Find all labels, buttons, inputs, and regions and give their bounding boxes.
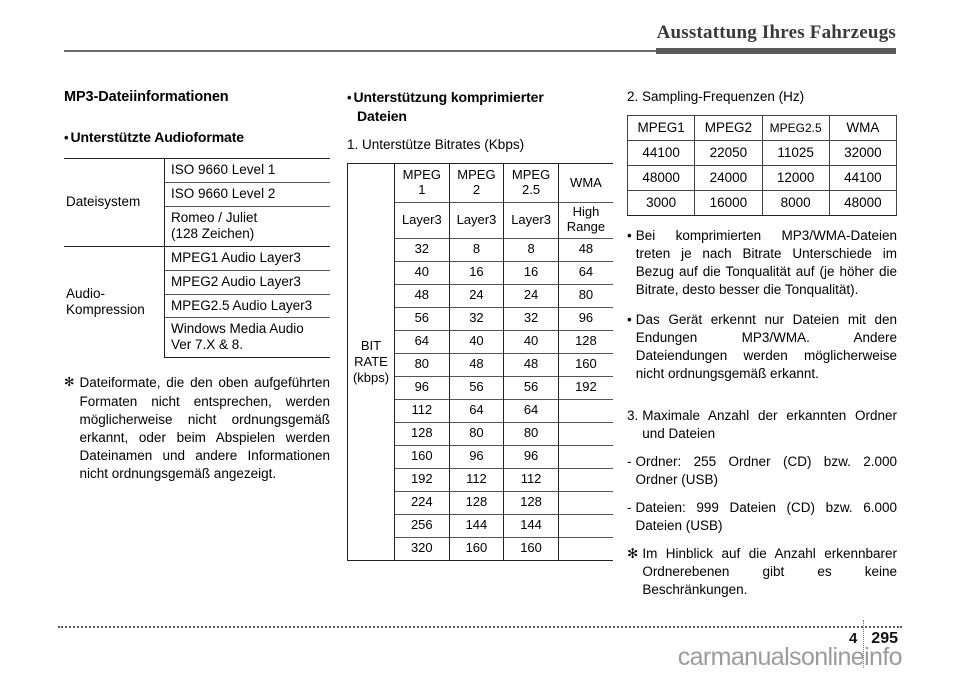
cell-wma-bitrate: 128 <box>558 331 613 354</box>
format-note-text: Dateiformate, die den oben aufgeführten Formaten nicht entsprechen, werden möglicherweise nicht ordnungsgemäß erkannt, oder beim Abspielen werden Dateinamen und andere Informationen nicht ordnungsgemäß angezeigt. <box>79 375 330 482</box>
bullet-icon: • <box>347 90 352 105</box>
header-mpeg2-line1: MPEG <box>457 167 496 183</box>
cell-mpeg1-bitrate: 32 <box>395 239 450 262</box>
cell-wma-freq: 44100 <box>829 166 896 191</box>
max-count-heading <box>627 407 897 443</box>
cell-mpeg25-freq: 11025 <box>762 141 829 166</box>
cell-wma-bitrate: 96 <box>558 308 613 331</box>
cell-mpeg2-layer3: MPEG2 Audio Layer3 <box>165 270 331 294</box>
cell-mpeg2-bitrate: 112 <box>449 469 504 492</box>
middle-column <box>347 88 613 561</box>
asterisk-icon: ✻ <box>627 546 639 562</box>
folder-limit-item <box>627 453 897 489</box>
cell-mpeg1-bitrate: 48 <box>395 285 450 308</box>
bullet-icon: • <box>627 228 632 244</box>
subheader-mpeg1-layer: Layer3 <box>395 203 450 239</box>
bitrate-label-line3: (kbps) <box>352 369 390 385</box>
header-mpeg1: MPEG1 <box>628 116 695 141</box>
cell-mpeg25-bitrate: 144 <box>504 515 559 538</box>
subsection-heading-label-line2: Dateien <box>357 107 407 124</box>
max-count-heading-text: Maximale Anzahl der erkannten Ordner und Dateien <box>642 407 897 441</box>
table-row <box>628 166 897 191</box>
cell-mpeg25-bitrate: 48 <box>504 354 559 377</box>
cell-mpeg1-bitrate: 128 <box>395 423 450 446</box>
cell-mpeg2-bitrate: 8 <box>449 239 504 262</box>
cell-wma-version <box>165 318 331 357</box>
cell-wma-bitrate <box>558 538 613 561</box>
bitrate-label-line1: BIT <box>360 338 382 354</box>
file-limit-item <box>627 499 897 535</box>
cell-mpeg1-freq: 44100 <box>628 141 695 166</box>
table-row <box>628 191 897 216</box>
cell-wma-line2: Ver 7.X & 8. <box>171 337 244 353</box>
cell-wma-bitrate <box>558 469 613 492</box>
table-row <box>64 159 330 183</box>
subsection-heading-audioformate <box>64 128 330 147</box>
cell-mpeg25-bitrate: 96 <box>504 446 559 469</box>
header-mpeg25 <box>504 164 559 203</box>
bullet-icon: • <box>627 311 632 327</box>
cell-filesystem-label: Dateisystem <box>64 159 165 247</box>
cell-mpeg2-bitrate: 64 <box>449 400 504 423</box>
cell-mpeg25-bitrate: 80 <box>504 423 559 446</box>
cell-wma-bitrate: 48 <box>558 239 613 262</box>
dash-icon: - <box>627 454 632 469</box>
table-header-row <box>628 116 897 141</box>
cell-bitrate-row-label <box>348 164 395 561</box>
cell-mpeg2-bitrate: 32 <box>449 308 504 331</box>
folder-depth-note <box>627 545 897 599</box>
watermark-left: carmanualsonline <box>677 643 865 671</box>
subheader-wma-line2: Range <box>566 219 606 235</box>
cell-mpeg2-bitrate: 16 <box>449 262 504 285</box>
header-mpeg25: MPEG2.5 <box>762 116 829 141</box>
cell-wma-bitrate: 192 <box>558 377 613 400</box>
cell-wma-bitrate: 64 <box>558 262 613 285</box>
sampling-heading: 2. Sampling-Frequenzen (Hz) <box>627 89 805 104</box>
header-mpeg1-line2: 1 <box>418 182 426 198</box>
folder-depth-note-text: Im Hinblick auf die Anzahl erkennbarer Ordnerebenen gibt es keine Beschränkungen. <box>642 546 897 598</box>
cell-wma-bitrate <box>558 423 613 446</box>
page-header <box>0 0 960 60</box>
cell-mpeg1-freq: 3000 <box>628 191 695 216</box>
cell-mpeg1-bitrate: 320 <box>395 538 450 561</box>
chapter-title: Ausstattung Ihres Fahrzeugs <box>656 22 896 43</box>
cell-mpeg25-layer3: MPEG2.5 Audio Layer3 <box>165 294 331 318</box>
dash-icon: - <box>627 500 632 516</box>
cell-iso9660-level2: ISO 9660 Level 2 <box>165 182 331 206</box>
extension-bullet-note <box>627 311 897 383</box>
cell-compression-label <box>64 246 165 358</box>
watermark-right: info <box>864 643 902 671</box>
cell-mpeg2-freq: 16000 <box>695 191 762 216</box>
cell-romeo-juliet-line2: (128 Zeichen) <box>171 225 255 241</box>
cell-mpeg1-bitrate: 224 <box>395 492 450 515</box>
audio-format-table <box>64 158 330 358</box>
cell-mpeg25-bitrate: 128 <box>504 492 559 515</box>
cell-wma-freq: 32000 <box>829 141 896 166</box>
cell-mpeg2-freq: 24000 <box>695 166 762 191</box>
cell-mpeg25-bitrate: 160 <box>504 538 559 561</box>
file-limit-text: Dateien: 999 Dateien (CD) bzw. 6.000 Dateien (USB) <box>635 500 897 534</box>
cell-mpeg1-bitrate: 64 <box>395 331 450 354</box>
table-header-row <box>348 164 614 203</box>
cell-mpeg2-bitrate: 24 <box>449 285 504 308</box>
cell-mpeg1-bitrate: 160 <box>395 446 450 469</box>
cell-mpeg25-bitrate: 24 <box>504 285 559 308</box>
header-mpeg1-line1: MPEG <box>402 167 441 183</box>
list-number: 3. <box>627 407 639 423</box>
subsection-heading-komprimierte-dateien <box>347 88 613 125</box>
cell-mpeg25-bitrate: 8 <box>504 239 559 262</box>
header-mpeg2 <box>449 164 504 203</box>
cell-wma-bitrate <box>558 446 613 469</box>
cell-wma-bitrate <box>558 492 613 515</box>
cell-compression-line2: Kompression <box>66 301 145 317</box>
header-mpeg25-line1: MPEG <box>511 167 551 183</box>
cell-mpeg25-bitrate: 32 <box>504 308 559 331</box>
page-number: 295 <box>871 630 898 647</box>
subheader-mpeg2-layer: Layer3 <box>449 203 504 239</box>
cell-mpeg25-bitrate: 40 <box>504 331 559 354</box>
cell-romeo-juliet-line1: Romeo / Juliet <box>171 209 258 225</box>
subsection-heading-label: Unterstützte Audioformate <box>70 129 244 146</box>
cell-mpeg1-bitrate: 40 <box>395 262 450 285</box>
asterisk-icon: ✻ <box>64 375 75 390</box>
subheader-wma-range <box>558 203 613 239</box>
cell-mpeg1-bitrate: 112 <box>395 400 450 423</box>
cell-mpeg2-freq: 22050 <box>695 141 762 166</box>
chapter-number: 4 <box>848 630 858 647</box>
header-mpeg25-line2: 2.5 <box>522 182 541 198</box>
footer-divider <box>58 626 902 628</box>
section-spacer <box>627 383 897 397</box>
subheader-wma-line1: High <box>572 204 600 220</box>
extension-bullet-text: Das Gerät erkennt nur Dateien mit den Endungen MP3/WMA. Andere Dateiendungen werden möglicherweise nicht ordnungsgemäß erkannt. <box>635 311 897 381</box>
bitrate-table <box>347 163 613 561</box>
header-wma: WMA <box>570 174 602 190</box>
cell-iso9660-level1: ISO 9660 Level 1 <box>165 159 331 183</box>
right-column <box>627 88 897 600</box>
header-mpeg1 <box>395 164 450 203</box>
cell-mpeg1-bitrate: 192 <box>395 469 450 492</box>
cell-wma-bitrate <box>558 515 613 538</box>
cell-mpeg2-bitrate: 144 <box>449 515 504 538</box>
bitrate-heading: 1. Unterstütze Bitrates (Kbps) <box>347 137 525 153</box>
subsection-heading-label-line1: Unterstützung komprimierter <box>353 89 544 105</box>
watermark <box>678 643 902 672</box>
cell-mpeg25-bitrate: 112 <box>504 469 559 492</box>
cell-mpeg2-bitrate: 160 <box>449 538 504 561</box>
cell-mpeg25-freq: 8000 <box>762 191 829 216</box>
page-footer <box>0 596 960 676</box>
cell-mpeg1-bitrate: 96 <box>395 377 450 400</box>
bitrate-label-line2: RATE <box>354 354 388 369</box>
cell-mpeg2-bitrate: 80 <box>449 423 504 446</box>
cell-mpeg2-bitrate: 48 <box>449 354 504 377</box>
cell-mpeg1-freq: 48000 <box>628 166 695 191</box>
table-row <box>64 246 330 270</box>
cell-mpeg1-layer3: MPEG1 Audio Layer3 <box>165 246 331 270</box>
header-wma: WMA <box>829 116 896 141</box>
cell-mpeg25-bitrate: 64 <box>504 400 559 423</box>
cell-mpeg2-bitrate: 40 <box>449 331 504 354</box>
cell-mpeg2-bitrate: 56 <box>449 377 504 400</box>
cell-wma-bitrate: 80 <box>558 285 613 308</box>
page-content <box>64 88 897 598</box>
cell-mpeg1-bitrate: 56 <box>395 308 450 331</box>
folder-limit-text: Ordner: 255 Ordner (CD) bzw. 2.000 Ordner (USB) <box>635 454 897 488</box>
cell-compression-line1: Audio- <box>66 285 106 301</box>
page-title: MP3-Dateiinformationen <box>64 89 229 105</box>
header-mpeg2: MPEG2 <box>695 116 762 141</box>
cell-mpeg25-bitrate: 56 <box>504 377 559 400</box>
format-note <box>64 374 330 483</box>
cell-mpeg2-bitrate: 128 <box>449 492 504 515</box>
cell-wma-line1: Windows Media Audio <box>171 321 304 337</box>
header-mpeg2-line2: 2 <box>472 182 481 198</box>
left-column <box>64 88 330 484</box>
cell-romeo-juliet <box>165 206 331 245</box>
cell-mpeg1-bitrate: 80 <box>395 354 450 377</box>
cell-mpeg25-freq: 12000 <box>762 166 829 191</box>
cell-mpeg1-bitrate: 256 <box>395 515 450 538</box>
cell-mpeg2-bitrate: 96 <box>449 446 504 469</box>
header-rule-thick <box>656 48 896 54</box>
cell-mpeg25-bitrate: 16 <box>504 262 559 285</box>
bullet-icon: • <box>64 130 69 146</box>
cell-wma-bitrate: 160 <box>558 354 613 377</box>
sampling-frequency-table <box>627 115 897 216</box>
table-row <box>628 141 897 166</box>
cell-wma-bitrate <box>558 400 613 423</box>
quality-bullet-text: Bei komprimierten MP3/WMA-Dateien treten je nach Bitrate Unterschiede im Bezug auf die Tonqualität auf (je höher die Bitrate, desto besser die Tonqualität). <box>635 228 897 298</box>
subheader-mpeg25-layer: Layer3 <box>504 203 559 239</box>
quality-bullet-note <box>627 227 897 299</box>
cell-wma-freq: 48000 <box>829 191 896 216</box>
